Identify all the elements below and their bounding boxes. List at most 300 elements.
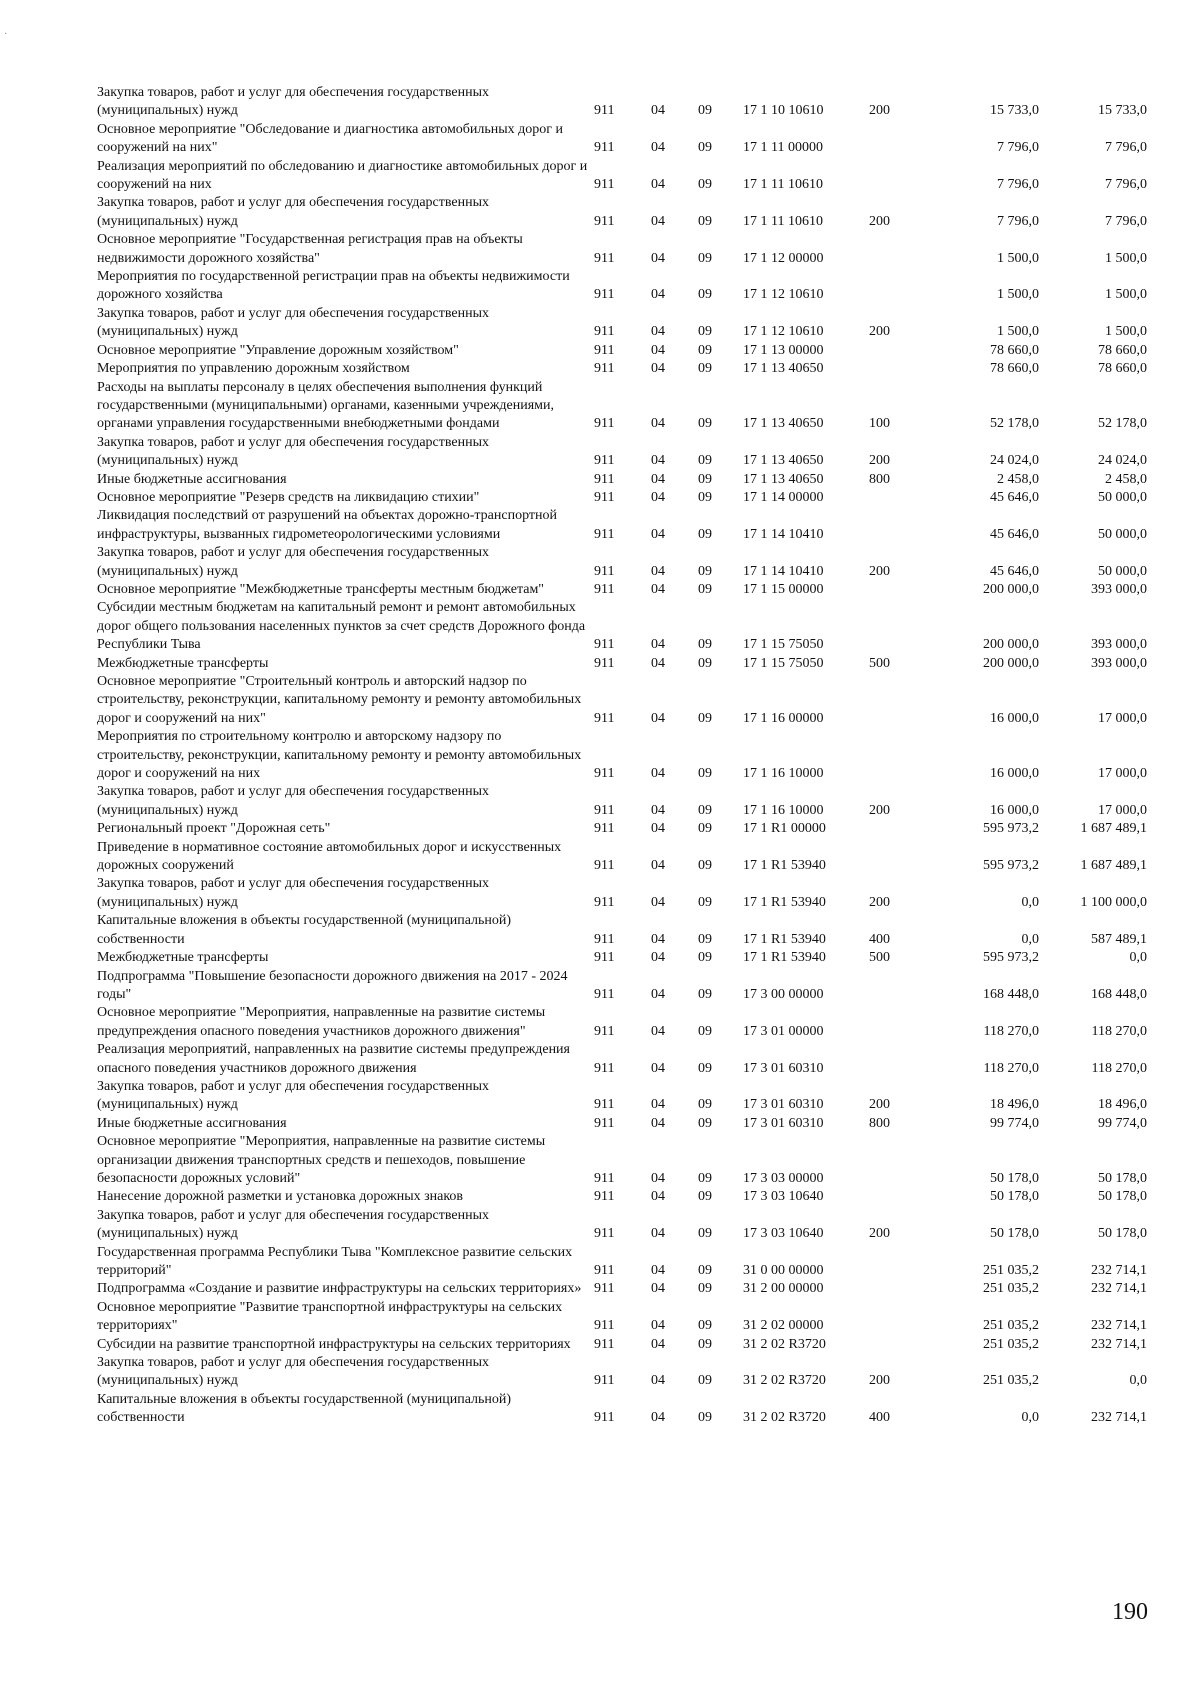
- expense-type-code-cell: [869, 268, 929, 305]
- amount-year-1-cell: 595 973,2: [983, 858, 1039, 874]
- amount-year-2-cell: 1 687 489,1: [1080, 821, 1147, 837]
- target-article-code-cell: 17 1 11 00000: [743, 140, 823, 156]
- amount-year-1-cell: 16 000,0: [990, 802, 1039, 818]
- target-article-code-cell: 17 3 03 10640: [743, 1189, 824, 1205]
- section-code-cell: 04: [651, 213, 665, 229]
- table-row: [97, 673, 1147, 728]
- subsection-code-cell: 09: [698, 1263, 712, 1278]
- target-article-code-cell: 17 1 R1 53940: [743, 931, 826, 947]
- expense-name-cell: Субсидии на развитие транспортной инфраструктуры на сельских территориях: [97, 1336, 571, 1352]
- section-code-cell: 04: [651, 710, 665, 726]
- table-row: [97, 1133, 1147, 1188]
- target-article-code-cell: 17 1 R1 53940: [743, 950, 826, 966]
- amount-year-2-cell: 52 178,0: [1098, 416, 1147, 432]
- subsection-code-cell: 09: [698, 213, 712, 229]
- amount-year-2-cell: 232 714,1: [1091, 1336, 1147, 1352]
- section-code-cell: 04: [651, 1115, 665, 1131]
- expense-name-cell: Субсидии местным бюджетам на капитальный ремонт и ремонт автомобильных дорог общего пользования населенных пунктов за счет средств Дорожного фонда Республики Тыва: [97, 600, 586, 653]
- section-code-cell: 04: [651, 931, 665, 947]
- amount-year-2-cell: 15 733,0: [1098, 103, 1147, 119]
- expense-name-cell: Закупка товаров, работ и услуг для обеспечения государственных (муниципальных) нужд: [97, 545, 490, 579]
- target-article-code-cell: 17 1 13 40650: [743, 471, 824, 487]
- expense-name-cell: Подпрограмма "Повышение безопасности дорожного движения на 2017 - 2024 годы": [97, 968, 568, 1002]
- ministry-code-cell: 911: [594, 1318, 615, 1334]
- ministry-code-cell: 911: [594, 1281, 615, 1297]
- expense-name-cell: Закупка товаров, работ и услуг для обеспечения государственных (муниципальных) нужд: [97, 1207, 490, 1242]
- expense-type-code-cell: [869, 1133, 929, 1188]
- subsection-code-cell: 09: [698, 489, 712, 505]
- ministry-code-cell: 911: [594, 1097, 615, 1113]
- expense-name-cell: Приведение в нормативное состояние автомобильных дорог и искусственных дорожных сооружений: [97, 839, 562, 874]
- subsection-code-cell: 09: [698, 342, 712, 358]
- expense-name-cell: Межбюджетные трансферты: [97, 950, 269, 966]
- amount-year-2-cell: 168 448,0: [1091, 986, 1147, 1002]
- ministry-code-cell: 911: [594, 342, 615, 358]
- ministry-code-cell: 911: [594, 324, 615, 340]
- subsection-code-cell: 09: [698, 1281, 712, 1297]
- subsection-code-cell: 09: [698, 1023, 712, 1039]
- amount-year-1-cell: 7 796,0: [997, 140, 1039, 156]
- subsection-code-cell: 09: [698, 287, 712, 303]
- section-code-cell: 04: [651, 526, 665, 542]
- section-code-cell: 04: [651, 1097, 665, 1113]
- amount-year-2-cell: 17 000,0: [1098, 802, 1147, 818]
- expense-name-cell: Основное мероприятие "Резерв средств на ликвидацию стихии": [97, 489, 480, 505]
- ministry-code-cell: 911: [594, 1060, 615, 1076]
- subsection-code-cell: 09: [698, 1410, 712, 1426]
- amount-year-2-cell: 118 270,0: [1091, 1023, 1147, 1039]
- expense-type-code-cell: [869, 1188, 929, 1206]
- amount-year-2-cell: 1 500,0: [1105, 287, 1147, 303]
- ministry-code-cell: 911: [594, 637, 615, 653]
- target-article-code-cell: 17 1 13 40650: [743, 361, 824, 377]
- amount-year-1-cell: 0,0: [1021, 1410, 1039, 1426]
- amount-year-1-cell: 118 270,0: [983, 1023, 1039, 1039]
- amount-year-1-cell: 168 448,0: [983, 986, 1039, 1002]
- expense-name-cell: Межбюджетные трансферты: [97, 655, 269, 671]
- expense-name-cell: Реализация мероприятий по обследованию и диагностике автомобильных дорог и сооружений на них: [97, 158, 588, 193]
- expense-type-code-cell: 500: [869, 950, 890, 966]
- table-row: [97, 305, 1147, 342]
- table-row: [97, 1188, 1147, 1206]
- subsection-code-cell: 09: [698, 950, 712, 966]
- target-article-code-cell: 17 1 15 75050: [743, 637, 824, 653]
- expense-type-code-cell: [869, 968, 929, 1005]
- amount-year-1-cell: 50 178,0: [990, 1189, 1039, 1205]
- ministry-code-cell: 911: [594, 453, 615, 469]
- section-code-cell: 04: [651, 1060, 665, 1076]
- expense-name-cell: Реализация мероприятий, направленных на развитие системы предупреждения опасного поведения участников дорожного движения: [97, 1042, 570, 1076]
- target-article-code-cell: 31 2 02 R3720: [743, 1373, 826, 1389]
- target-article-code-cell: 17 3 00 00000: [743, 986, 824, 1002]
- amount-year-1-cell: 7 796,0: [997, 213, 1039, 229]
- scan-edge-mark: ·: [4, 29, 8, 40]
- table-row: [97, 489, 1147, 507]
- target-article-code-cell: 17 1 15 75050: [743, 655, 824, 671]
- target-article-code-cell: 17 1 16 10000: [743, 766, 824, 782]
- subsection-code-cell: 09: [698, 140, 712, 156]
- target-article-code-cell: 17 3 01 60310: [743, 1115, 824, 1131]
- section-code-cell: 04: [651, 342, 665, 358]
- target-article-code-cell: 17 1 12 10610: [743, 287, 824, 303]
- expense-name-cell: Основное мероприятие "Межбюджетные трансферты местным бюджетам": [97, 581, 545, 597]
- ministry-code-cell: 911: [594, 931, 615, 947]
- section-code-cell: 04: [651, 489, 665, 505]
- amount-year-2-cell: 7 796,0: [1105, 177, 1147, 193]
- amount-year-2-cell: 1 500,0: [1105, 324, 1147, 340]
- target-article-code-cell: 31 2 02 R3720: [743, 1336, 826, 1352]
- expense-type-code-cell: 200: [869, 894, 890, 910]
- amount-year-1-cell: 78 660,0: [990, 361, 1039, 377]
- ministry-code-cell: 911: [594, 416, 615, 432]
- ministry-code-cell: 911: [594, 1115, 615, 1131]
- ministry-code-cell: 911: [594, 766, 615, 782]
- amount-year-2-cell: 232 714,1: [1091, 1281, 1147, 1297]
- subsection-code-cell: 09: [698, 581, 712, 597]
- ministry-code-cell: 911: [594, 287, 615, 303]
- section-code-cell: 04: [651, 637, 665, 653]
- section-code-cell: 04: [651, 858, 665, 874]
- table-row: [97, 655, 1147, 673]
- subsection-code-cell: 09: [698, 802, 712, 818]
- amount-year-1-cell: 16 000,0: [990, 710, 1039, 726]
- section-code-cell: 04: [651, 1189, 665, 1205]
- amount-year-2-cell: 7 796,0: [1105, 213, 1147, 229]
- expense-name-cell: Основное мероприятие "Государственная регистрация прав на объекты недвижимости дорожного хозяйства": [97, 232, 523, 266]
- expense-name-cell: Закупка товаров, работ и услуг для обеспечения государственных (муниципальных) нужд: [97, 305, 490, 340]
- amount-year-2-cell: 7 796,0: [1105, 140, 1147, 156]
- expense-type-code-cell: [869, 507, 929, 544]
- expense-name-cell: Мероприятия по управлению дорожным хозяйством: [97, 361, 410, 377]
- page-number: 190: [1112, 1599, 1148, 1625]
- amount-year-2-cell: 1 500,0: [1105, 250, 1147, 266]
- budget-table-body: [97, 84, 1147, 1428]
- ministry-code-cell: 911: [594, 1373, 615, 1389]
- ministry-code-cell: 911: [594, 1226, 615, 1242]
- amount-year-1-cell: 2 458,0: [997, 471, 1039, 487]
- amount-year-1-cell: 0,0: [1021, 931, 1039, 947]
- expense-type-code-cell: [869, 581, 929, 599]
- table-row: [97, 1391, 1147, 1428]
- ministry-code-cell: 911: [594, 710, 615, 726]
- section-code-cell: 04: [651, 324, 665, 340]
- expense-name-cell: Закупка товаров, работ и услуг для обеспечения государственных (муниципальных) нужд: [97, 195, 490, 229]
- subsection-code-cell: 09: [698, 103, 712, 119]
- subsection-code-cell: 09: [698, 416, 712, 432]
- target-article-code-cell: 31 2 02 R3720: [743, 1410, 826, 1426]
- ministry-code-cell: 911: [594, 1023, 615, 1039]
- ministry-code-cell: 911: [594, 894, 615, 910]
- ministry-code-cell: 911: [594, 250, 615, 266]
- subsection-code-cell: 09: [698, 710, 712, 726]
- target-article-code-cell: 17 1 16 00000: [743, 710, 824, 726]
- section-code-cell: 04: [651, 1023, 665, 1039]
- amount-year-2-cell: 2 458,0: [1105, 471, 1147, 487]
- target-article-code-cell: 17 3 01 60310: [743, 1097, 824, 1113]
- subsection-code-cell: 09: [698, 471, 712, 487]
- table-row: [97, 342, 1147, 360]
- expense-type-code-cell: [869, 158, 929, 195]
- subsection-code-cell: 09: [698, 894, 712, 910]
- ministry-code-cell: 911: [594, 1410, 615, 1426]
- subsection-code-cell: 09: [698, 1373, 712, 1389]
- amount-year-1-cell: 52 178,0: [990, 416, 1039, 432]
- expense-type-code-cell: [869, 1280, 929, 1298]
- table-row: [97, 783, 1147, 820]
- subsection-code-cell: 09: [698, 526, 712, 542]
- subsection-code-cell: 09: [698, 931, 712, 947]
- table-row: [97, 581, 1147, 599]
- table-row: [97, 544, 1147, 581]
- amount-year-2-cell: 1 687 489,1: [1080, 858, 1147, 874]
- table-row: [97, 231, 1147, 268]
- amount-year-1-cell: 1 500,0: [997, 250, 1039, 266]
- ministry-code-cell: 911: [594, 581, 615, 597]
- table-row: [97, 379, 1147, 434]
- subsection-code-cell: 09: [698, 1336, 712, 1352]
- subsection-code-cell: 09: [698, 655, 712, 671]
- expense-type-code-cell: 200: [869, 103, 890, 119]
- ministry-code-cell: 911: [594, 802, 615, 818]
- expense-type-code-cell: [869, 1336, 929, 1354]
- expense-name-cell: Иные бюджетные ассигнования: [97, 1115, 287, 1131]
- amount-year-1-cell: 200 000,0: [983, 581, 1039, 597]
- table-row: [97, 839, 1147, 876]
- target-article-code-cell: 17 3 03 10640: [743, 1226, 824, 1242]
- amount-year-1-cell: 50 178,0: [990, 1170, 1039, 1186]
- section-code-cell: 04: [651, 287, 665, 303]
- table-row: [97, 1299, 1147, 1336]
- expense-type-code-cell: 800: [869, 471, 890, 487]
- ministry-code-cell: 911: [594, 103, 615, 119]
- expense-name-cell: Иные бюджетные ассигнования: [97, 471, 287, 487]
- expense-type-code-cell: [869, 342, 929, 360]
- section-code-cell: 04: [651, 821, 665, 837]
- expense-name-cell: Государственная программа Республики Тыва "Комплексное развитие сельских территорий": [97, 1244, 573, 1278]
- amount-year-1-cell: 15 733,0: [990, 103, 1039, 119]
- subsection-code-cell: 09: [698, 324, 712, 340]
- amount-year-2-cell: 0,0: [1129, 1373, 1147, 1389]
- expense-type-code-cell: 100: [869, 416, 890, 432]
- table-row: [97, 507, 1147, 544]
- expense-type-code-cell: [869, 1244, 929, 1281]
- table-row: [97, 471, 1147, 489]
- expense-type-code-cell: 400: [869, 931, 890, 947]
- amount-year-2-cell: 118 270,0: [1091, 1060, 1147, 1076]
- expense-type-code-cell: 400: [869, 1410, 890, 1426]
- target-article-code-cell: 17 3 01 00000: [743, 1023, 824, 1039]
- section-code-cell: 04: [651, 361, 665, 377]
- subsection-code-cell: 09: [698, 177, 712, 193]
- ministry-code-cell: 911: [594, 1170, 615, 1186]
- section-code-cell: 04: [651, 471, 665, 487]
- amount-year-2-cell: 232 714,1: [1091, 1410, 1147, 1426]
- amount-year-2-cell: 50 178,0: [1098, 1170, 1147, 1186]
- ministry-code-cell: 911: [594, 140, 615, 156]
- ministry-code-cell: 911: [594, 858, 615, 874]
- target-article-code-cell: 17 1 14 00000: [743, 489, 824, 505]
- expense-name-cell: Ликвидация последствий от разрушений на объектах дорожно-транспортной инфраструктуры, вызванных гидрометеорологическими условиями: [97, 508, 558, 542]
- subsection-code-cell: 09: [698, 563, 712, 579]
- section-code-cell: 04: [651, 1336, 665, 1352]
- table-row: [97, 1354, 1147, 1391]
- expense-type-code-cell: 200: [869, 1097, 890, 1113]
- table-row: [97, 1336, 1147, 1354]
- subsection-code-cell: 09: [698, 1097, 712, 1113]
- amount-year-2-cell: 17 000,0: [1098, 766, 1147, 782]
- amount-year-2-cell: 50 178,0: [1098, 1189, 1147, 1205]
- amount-year-2-cell: 232 714,1: [1091, 1263, 1147, 1278]
- expense-type-code-cell: [869, 360, 929, 378]
- section-code-cell: 04: [651, 581, 665, 597]
- expense-name-cell: Основное мероприятие "Развитие транспортной инфраструктуры на сельских территориях": [97, 1299, 563, 1334]
- expense-type-code-cell: 200: [869, 802, 890, 818]
- subsection-code-cell: 09: [698, 1189, 712, 1205]
- table-row: [97, 84, 1147, 121]
- target-article-code-cell: 17 1 13 00000: [743, 342, 824, 358]
- table-row: [97, 949, 1147, 967]
- amount-year-2-cell: 0,0: [1129, 950, 1147, 966]
- section-code-cell: 04: [651, 563, 665, 579]
- amount-year-1-cell: 16 000,0: [990, 766, 1039, 782]
- amount-year-2-cell: 17 000,0: [1098, 710, 1147, 726]
- section-code-cell: 04: [651, 103, 665, 119]
- subsection-code-cell: 09: [698, 1060, 712, 1076]
- table-row: [97, 1115, 1147, 1133]
- section-code-cell: 04: [651, 1410, 665, 1426]
- ministry-code-cell: 911: [594, 361, 615, 377]
- ministry-code-cell: 911: [594, 526, 615, 542]
- expense-name-cell: Закупка товаров, работ и услуг для обеспечения государственных (муниципальных) нужд: [97, 1078, 490, 1113]
- amount-year-2-cell: 99 774,0: [1098, 1115, 1147, 1131]
- amount-year-2-cell: 50 000,0: [1098, 489, 1147, 505]
- table-row: [97, 1078, 1147, 1115]
- amount-year-2-cell: 232 714,1: [1091, 1318, 1147, 1334]
- table-row: [97, 820, 1147, 838]
- expense-type-code-cell: [869, 489, 929, 507]
- section-code-cell: 04: [651, 1170, 665, 1186]
- amount-year-2-cell: 18 496,0: [1098, 1097, 1147, 1113]
- table-row: [97, 912, 1147, 949]
- ministry-code-cell: 911: [594, 1189, 615, 1205]
- target-article-code-cell: 17 1 10 10610: [743, 103, 824, 119]
- amount-year-2-cell: 50 000,0: [1098, 526, 1147, 542]
- table-row: [97, 121, 1147, 158]
- target-article-code-cell: 31 2 02 00000: [743, 1318, 824, 1334]
- table-row: [97, 360, 1147, 378]
- amount-year-2-cell: 393 000,0: [1091, 581, 1147, 597]
- amount-year-1-cell: 78 660,0: [990, 342, 1039, 358]
- section-code-cell: 04: [651, 1281, 665, 1297]
- amount-year-2-cell: 78 660,0: [1098, 342, 1147, 358]
- ministry-code-cell: 911: [594, 489, 615, 505]
- expense-name-cell: Нанесение дорожной разметки и установка дорожных знаков: [97, 1189, 464, 1205]
- amount-year-1-cell: 251 035,2: [983, 1318, 1039, 1334]
- section-code-cell: 04: [651, 802, 665, 818]
- subsection-code-cell: 09: [698, 1226, 712, 1242]
- section-code-cell: 04: [651, 1226, 665, 1242]
- subsection-code-cell: 09: [698, 361, 712, 377]
- expense-type-code-cell: 200: [869, 213, 890, 229]
- amount-year-2-cell: 24 024,0: [1098, 453, 1147, 469]
- subsection-code-cell: 09: [698, 250, 712, 266]
- expense-type-code-cell: [869, 1299, 929, 1336]
- amount-year-1-cell: 24 024,0: [990, 453, 1039, 469]
- amount-year-1-cell: 251 035,2: [983, 1336, 1039, 1352]
- amount-year-1-cell: 1 500,0: [997, 287, 1039, 303]
- ministry-code-cell: 911: [594, 563, 615, 579]
- table-row: [97, 194, 1147, 231]
- section-code-cell: 04: [651, 140, 665, 156]
- ministry-code-cell: 911: [594, 821, 615, 837]
- target-article-code-cell: 17 1 11 10610: [743, 213, 823, 229]
- target-article-code-cell: 17 1 R1 53940: [743, 858, 826, 874]
- subsection-code-cell: 09: [698, 766, 712, 782]
- target-article-code-cell: 17 1 13 40650: [743, 416, 824, 432]
- expense-name-cell: Капитальные вложения в объекты государственной (муниципальной) собственности: [97, 1391, 512, 1426]
- section-code-cell: 04: [651, 986, 665, 1002]
- section-code-cell: 04: [651, 416, 665, 432]
- expense-type-code-cell: 200: [869, 563, 890, 579]
- target-article-code-cell: 17 1 R1 53940: [743, 894, 826, 910]
- expense-type-code-cell: [869, 231, 929, 268]
- table-row: [97, 1041, 1147, 1078]
- ministry-code-cell: 911: [594, 655, 615, 671]
- expense-type-code-cell: 200: [869, 324, 890, 340]
- amount-year-2-cell: 50 178,0: [1098, 1226, 1147, 1242]
- target-article-code-cell: 17 1 14 10410: [743, 563, 824, 579]
- target-article-code-cell: 17 1 16 10000: [743, 802, 824, 818]
- table-row: [97, 728, 1147, 783]
- amount-year-2-cell: 1 100 000,0: [1080, 894, 1147, 910]
- amount-year-2-cell: 78 660,0: [1098, 361, 1147, 377]
- expense-type-code-cell: 200: [869, 453, 890, 469]
- expense-name-cell: Основное мероприятие "Управление дорожным хозяйством": [97, 342, 459, 358]
- section-code-cell: 04: [651, 1263, 665, 1278]
- expense-name-cell: Региональный проект "Дорожная сеть": [97, 821, 331, 837]
- expense-type-code-cell: [869, 1004, 929, 1041]
- subsection-code-cell: 09: [698, 637, 712, 653]
- expense-type-code-cell: 500: [869, 655, 890, 671]
- ministry-code-cell: 911: [594, 1336, 615, 1352]
- amount-year-1-cell: 251 035,2: [983, 1373, 1039, 1389]
- amount-year-1-cell: 50 178,0: [990, 1226, 1039, 1242]
- table-row: [97, 158, 1147, 195]
- section-code-cell: 04: [651, 453, 665, 469]
- expense-type-code-cell: [869, 839, 929, 876]
- section-code-cell: 04: [651, 766, 665, 782]
- target-article-code-cell: 17 1 12 00000: [743, 250, 824, 266]
- subsection-code-cell: 09: [698, 821, 712, 837]
- expense-name-cell: Расходы на выплаты персоналу в целях обеспечения выполнения функций государственными (муниципальными) органами, казенными учреждениями, органами управления государственными внебюджетными фондами: [97, 379, 554, 432]
- ministry-code-cell: 911: [594, 471, 615, 487]
- table-row: [97, 968, 1147, 1005]
- amount-year-1-cell: 45 646,0: [990, 563, 1039, 579]
- expense-type-code-cell: 800: [869, 1115, 890, 1131]
- target-article-code-cell: 31 2 00 00000: [743, 1281, 824, 1297]
- amount-year-1-cell: 200 000,0: [983, 637, 1039, 653]
- amount-year-1-cell: 595 973,2: [983, 950, 1039, 966]
- amount-year-2-cell: 393 000,0: [1091, 637, 1147, 653]
- expense-type-code-cell: [869, 1041, 929, 1078]
- section-code-cell: 04: [651, 1318, 665, 1334]
- subsection-code-cell: 09: [698, 1115, 712, 1131]
- section-code-cell: 04: [651, 894, 665, 910]
- amount-year-1-cell: 595 973,2: [983, 821, 1039, 837]
- target-article-code-cell: 17 3 03 00000: [743, 1170, 824, 1186]
- amount-year-1-cell: 18 496,0: [990, 1097, 1039, 1113]
- expense-name-cell: Подпрограмма «Создание и развитие инфраструктуры на сельских территориях»: [97, 1281, 582, 1297]
